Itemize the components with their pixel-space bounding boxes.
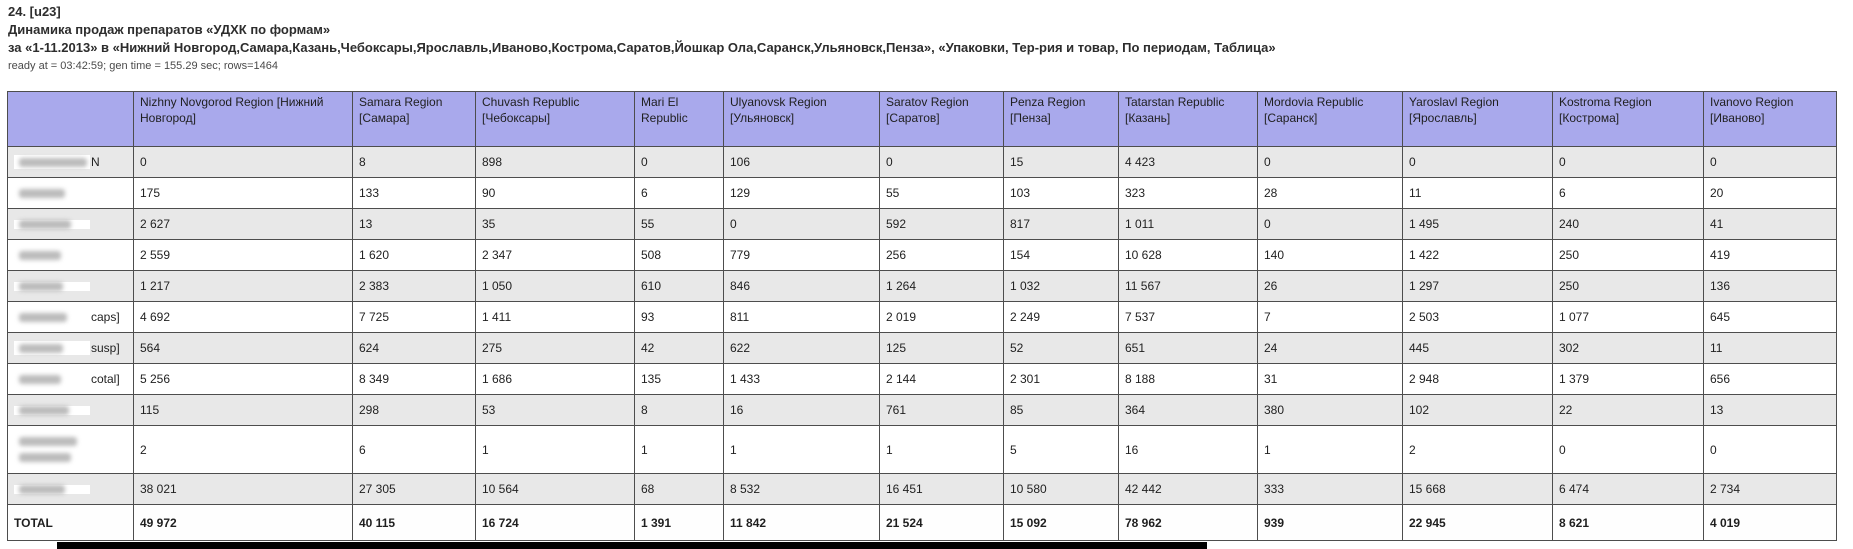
table-cell: 24 [1258, 333, 1403, 364]
table-cell: 302 [1553, 333, 1704, 364]
table-cell: 26 [1258, 271, 1403, 302]
table-cell: 85 [1004, 395, 1119, 426]
table-cell: 624 [353, 333, 476, 364]
table-cell: 115 [134, 395, 353, 426]
total-cell: 16 724 [476, 505, 635, 541]
total-cell: 22 945 [1403, 505, 1553, 541]
redacted-label [19, 406, 69, 415]
table-cell: 1 686 [476, 364, 635, 395]
table-cell: 13 [1704, 395, 1837, 426]
table-row [8, 302, 1837, 333]
table-cell: 15 668 [1403, 474, 1553, 505]
table-cell: 102 [1403, 395, 1553, 426]
table-cell: 55 [880, 178, 1004, 209]
table-cell: 133 [353, 178, 476, 209]
total-cell: 4 019 [1704, 505, 1837, 541]
redacted-label [19, 158, 87, 167]
table-cell: 140 [1258, 240, 1403, 271]
column-header: Mordovia Republic [Саранск] [1258, 92, 1403, 147]
table-cell: 1 495 [1403, 209, 1553, 240]
table-cell: 27 305 [353, 474, 476, 505]
table-cell: 622 [724, 333, 880, 364]
table-cell: 2 144 [880, 364, 1004, 395]
table-cell: 1 297 [1403, 271, 1553, 302]
table-cell: 508 [635, 240, 724, 271]
row-label-cell [8, 178, 134, 209]
total-cell: 15 092 [1004, 505, 1119, 541]
table-cell: 656 [1704, 364, 1837, 395]
table-cell: 298 [353, 395, 476, 426]
table-cell: 8 [353, 147, 476, 178]
report-number: 24. [u23] [8, 4, 61, 19]
table-cell: 10 628 [1119, 240, 1258, 271]
total-cell: 49 972 [134, 505, 353, 541]
row-label-redaction [14, 282, 129, 291]
row-label-cell [8, 240, 134, 271]
table-cell: 1 411 [476, 302, 635, 333]
redacted-label [19, 344, 63, 353]
table-cell: 38 021 [134, 474, 353, 505]
table-cell: 2 559 [134, 240, 353, 271]
bottom-window-edge [57, 542, 1207, 549]
redacted-label [19, 375, 61, 384]
report-header [8, 3, 1276, 73]
table-cell: 323 [1119, 178, 1258, 209]
table-cell: 16 [1119, 426, 1258, 474]
table-cell: 90 [476, 178, 635, 209]
table-row [8, 209, 1837, 240]
table-cell: 4 692 [134, 302, 353, 333]
column-header: Kostroma Region [Кострома] [1553, 92, 1704, 147]
table-cell: 154 [1004, 240, 1119, 271]
row-label-cell [8, 395, 134, 426]
table-cell: 10 580 [1004, 474, 1119, 505]
row-label-redaction [14, 485, 129, 494]
table-cell: 41 [1704, 209, 1837, 240]
row-label-redaction [14, 189, 129, 198]
redaction-box [14, 155, 90, 169]
table-cell: 22 [1553, 395, 1704, 426]
table-row [8, 178, 1837, 209]
table-cell: 645 [1704, 302, 1837, 333]
table-cell: 256 [880, 240, 1004, 271]
table-row [8, 271, 1837, 302]
table-cell: 16 451 [880, 474, 1004, 505]
table-cell: 11 [1403, 178, 1553, 209]
column-header: Ulyanovsk Region [Ульяновск] [724, 92, 880, 147]
table-cell: 1 433 [724, 364, 880, 395]
total-cell: 21 524 [880, 505, 1004, 541]
table-cell: 1 217 [134, 271, 353, 302]
table-cell: 68 [635, 474, 724, 505]
header-row [8, 92, 1837, 147]
redaction-box [14, 310, 90, 324]
row-label-cell [8, 271, 134, 302]
table-cell: 1 011 [1119, 209, 1258, 240]
table-cell: 129 [724, 178, 880, 209]
table-cell: 419 [1704, 240, 1837, 271]
table-cell: 592 [880, 209, 1004, 240]
table-cell: 2 948 [1403, 364, 1553, 395]
row-label-cell [8, 426, 134, 474]
report-subtitle: за «1-11.2013» в «Нижний Новгород,Самара,Казань,Чебоксары,Ярославль,Иваново,Кострома,Саратов,Йошкар Ола,Саранск,Ульяновск,Пенза», «Упаковки, Тер-рия и товар, По периодам, Таблица» [8, 40, 1276, 55]
table-cell: 8 188 [1119, 364, 1258, 395]
table-cell: 1 [476, 426, 635, 474]
table-cell: 817 [1004, 209, 1119, 240]
table-cell: 93 [635, 302, 724, 333]
column-header: Samara Region [Самара] [353, 92, 476, 147]
table-cell: 0 [134, 147, 353, 178]
table-cell: 2 503 [1403, 302, 1553, 333]
table-body [8, 147, 1837, 541]
table-cell: 1 379 [1553, 364, 1704, 395]
table-cell: 364 [1119, 395, 1258, 426]
table-cell: 240 [1553, 209, 1704, 240]
table-cell: 15 [1004, 147, 1119, 178]
table-cell: 1 [635, 426, 724, 474]
table-cell: 1 [1258, 426, 1403, 474]
table-row [8, 240, 1837, 271]
table-cell: 5 [1004, 426, 1119, 474]
row-label-cell [8, 364, 134, 395]
redacted-label [19, 220, 71, 229]
table-cell: 55 [635, 209, 724, 240]
table-row [8, 333, 1837, 364]
total-cell: 8 621 [1553, 505, 1704, 541]
total-row [8, 505, 1837, 541]
row-label-redaction [14, 437, 129, 462]
column-header: Ivanovo Region [Иваново] [1704, 92, 1837, 147]
table-row [8, 147, 1837, 178]
column-header: Tatarstan Republic [Казань] [1119, 92, 1258, 147]
table-cell: 1 [724, 426, 880, 474]
corner-cell [8, 92, 134, 147]
table-cell: 779 [724, 240, 880, 271]
table-cell: 31 [1258, 364, 1403, 395]
table-cell: 2 [1403, 426, 1553, 474]
redacted-label [19, 453, 71, 462]
table-cell: 53 [476, 395, 635, 426]
row-label-fragment: caps] [91, 310, 120, 324]
row-label-cell [8, 209, 134, 240]
column-header: Chuvash Republic [Чебоксары] [476, 92, 635, 147]
table-cell: 250 [1553, 240, 1704, 271]
table-cell: 7 725 [353, 302, 476, 333]
table-cell: 811 [724, 302, 880, 333]
table-cell: 0 [880, 147, 1004, 178]
table-cell: 0 [1258, 209, 1403, 240]
table-cell: 2 301 [1004, 364, 1119, 395]
table-cell: 0 [1258, 147, 1403, 178]
table-cell: 28 [1258, 178, 1403, 209]
table-row [8, 426, 1837, 474]
total-cell: 78 962 [1119, 505, 1258, 541]
table-cell: 16 [724, 395, 880, 426]
table-cell: 6 [635, 178, 724, 209]
table-cell: 333 [1258, 474, 1403, 505]
table-cell: 1 620 [353, 240, 476, 271]
table-cell: 6 [1553, 178, 1704, 209]
row-label-fragment: N [91, 155, 100, 169]
redaction-box [14, 341, 90, 355]
report-meta: ready at = 03:42:59; gen time = 155.29 sec; rows=1464 [8, 60, 278, 72]
table-cell: 1 077 [1553, 302, 1704, 333]
table-row [8, 395, 1837, 426]
table-cell: 2 734 [1704, 474, 1837, 505]
row-label-cell [8, 147, 134, 178]
table-cell: 0 [724, 209, 880, 240]
table-cell: 1 [880, 426, 1004, 474]
total-cell: 11 842 [724, 505, 880, 541]
table-cell: 0 [1403, 147, 1553, 178]
total-label: TOTAL [8, 505, 134, 541]
report-table [7, 91, 1837, 541]
row-label-redaction [14, 341, 129, 355]
table-cell: 0 [1553, 426, 1704, 474]
column-header: Saratov Region [Саратов] [880, 92, 1004, 147]
column-header: Penza Region [Пенза] [1004, 92, 1119, 147]
table-cell: 7 537 [1119, 302, 1258, 333]
table-cell: 135 [635, 364, 724, 395]
row-label-redaction [14, 220, 129, 229]
redacted-label [19, 485, 65, 494]
table-cell: 380 [1258, 395, 1403, 426]
redacted-label [19, 251, 61, 260]
table-cell: 2 249 [1004, 302, 1119, 333]
table-cell: 35 [476, 209, 635, 240]
table-cell: 42 [635, 333, 724, 364]
total-cell: 40 115 [353, 505, 476, 541]
redaction-box [14, 372, 90, 386]
redacted-label [19, 189, 65, 198]
table-cell: 250 [1553, 271, 1704, 302]
table-cell: 52 [1004, 333, 1119, 364]
table-cell: 2 627 [134, 209, 353, 240]
redacted-label [19, 437, 77, 446]
column-header: Yaroslavl Region [Ярославль] [1403, 92, 1553, 147]
redaction-box [14, 251, 90, 260]
redaction-box [14, 189, 90, 198]
column-header: Mari El Republic [635, 92, 724, 147]
row-label-cell [8, 302, 134, 333]
table-cell: 2 347 [476, 240, 635, 271]
table-cell: 11 567 [1119, 271, 1258, 302]
table-cell: 1 422 [1403, 240, 1553, 271]
table-cell: 1 264 [880, 271, 1004, 302]
table-cell: 42 442 [1119, 474, 1258, 505]
redaction-box [14, 406, 90, 415]
redacted-label [19, 282, 63, 291]
table-cell: 846 [724, 271, 880, 302]
table-cell: 6 474 [1553, 474, 1704, 505]
table-cell: 610 [635, 271, 724, 302]
table-cell: 8 532 [724, 474, 880, 505]
table-cell: 275 [476, 333, 635, 364]
report-title: Динамика продаж препаратов «УДХК по формам» [8, 22, 331, 37]
table-cell: 445 [1403, 333, 1553, 364]
table-cell: 6 [353, 426, 476, 474]
table-cell: 8 349 [353, 364, 476, 395]
table-row [8, 364, 1837, 395]
total-cell: 1 391 [635, 505, 724, 541]
table-header [8, 92, 1837, 147]
table-cell: 0 [1553, 147, 1704, 178]
table-row [8, 474, 1837, 505]
row-label-redaction [14, 251, 129, 260]
table-cell: 0 [1704, 426, 1837, 474]
table-cell: 2 019 [880, 302, 1004, 333]
table-cell: 103 [1004, 178, 1119, 209]
row-label-redaction [14, 372, 129, 386]
table-cell: 7 [1258, 302, 1403, 333]
redacted-label [19, 313, 67, 322]
redaction-box [14, 282, 90, 291]
row-label-fragment: susp] [91, 341, 120, 355]
row-label-cell [8, 474, 134, 505]
table-cell: 564 [134, 333, 353, 364]
table-cell: 10 564 [476, 474, 635, 505]
table-cell: 0 [635, 147, 724, 178]
table-cell: 106 [724, 147, 880, 178]
row-label-redaction [14, 406, 129, 415]
row-label-fragment: cotal] [91, 372, 120, 386]
table-cell: 125 [880, 333, 1004, 364]
table-cell: 136 [1704, 271, 1837, 302]
table-cell: 651 [1119, 333, 1258, 364]
table-cell: 2 [134, 426, 353, 474]
total-cell: 939 [1258, 505, 1403, 541]
table-cell: 1 050 [476, 271, 635, 302]
redaction-box [14, 220, 90, 229]
table-cell: 1 032 [1004, 271, 1119, 302]
table-cell: 898 [476, 147, 635, 178]
column-header: Nizhny Novgorod Region [Нижний Новгород] [134, 92, 353, 147]
redaction-box [14, 485, 90, 494]
table-cell: 11 [1704, 333, 1837, 364]
table-cell: 8 [635, 395, 724, 426]
row-label-redaction [14, 155, 129, 169]
table-cell: 5 256 [134, 364, 353, 395]
table-cell: 4 423 [1119, 147, 1258, 178]
table-cell: 175 [134, 178, 353, 209]
table-cell: 20 [1704, 178, 1837, 209]
row-label-redaction [14, 310, 129, 324]
table-cell: 761 [880, 395, 1004, 426]
row-label-cell [8, 333, 134, 364]
table-cell: 2 383 [353, 271, 476, 302]
redaction-box [14, 437, 90, 462]
table-cell: 0 [1704, 147, 1837, 178]
table-cell: 13 [353, 209, 476, 240]
